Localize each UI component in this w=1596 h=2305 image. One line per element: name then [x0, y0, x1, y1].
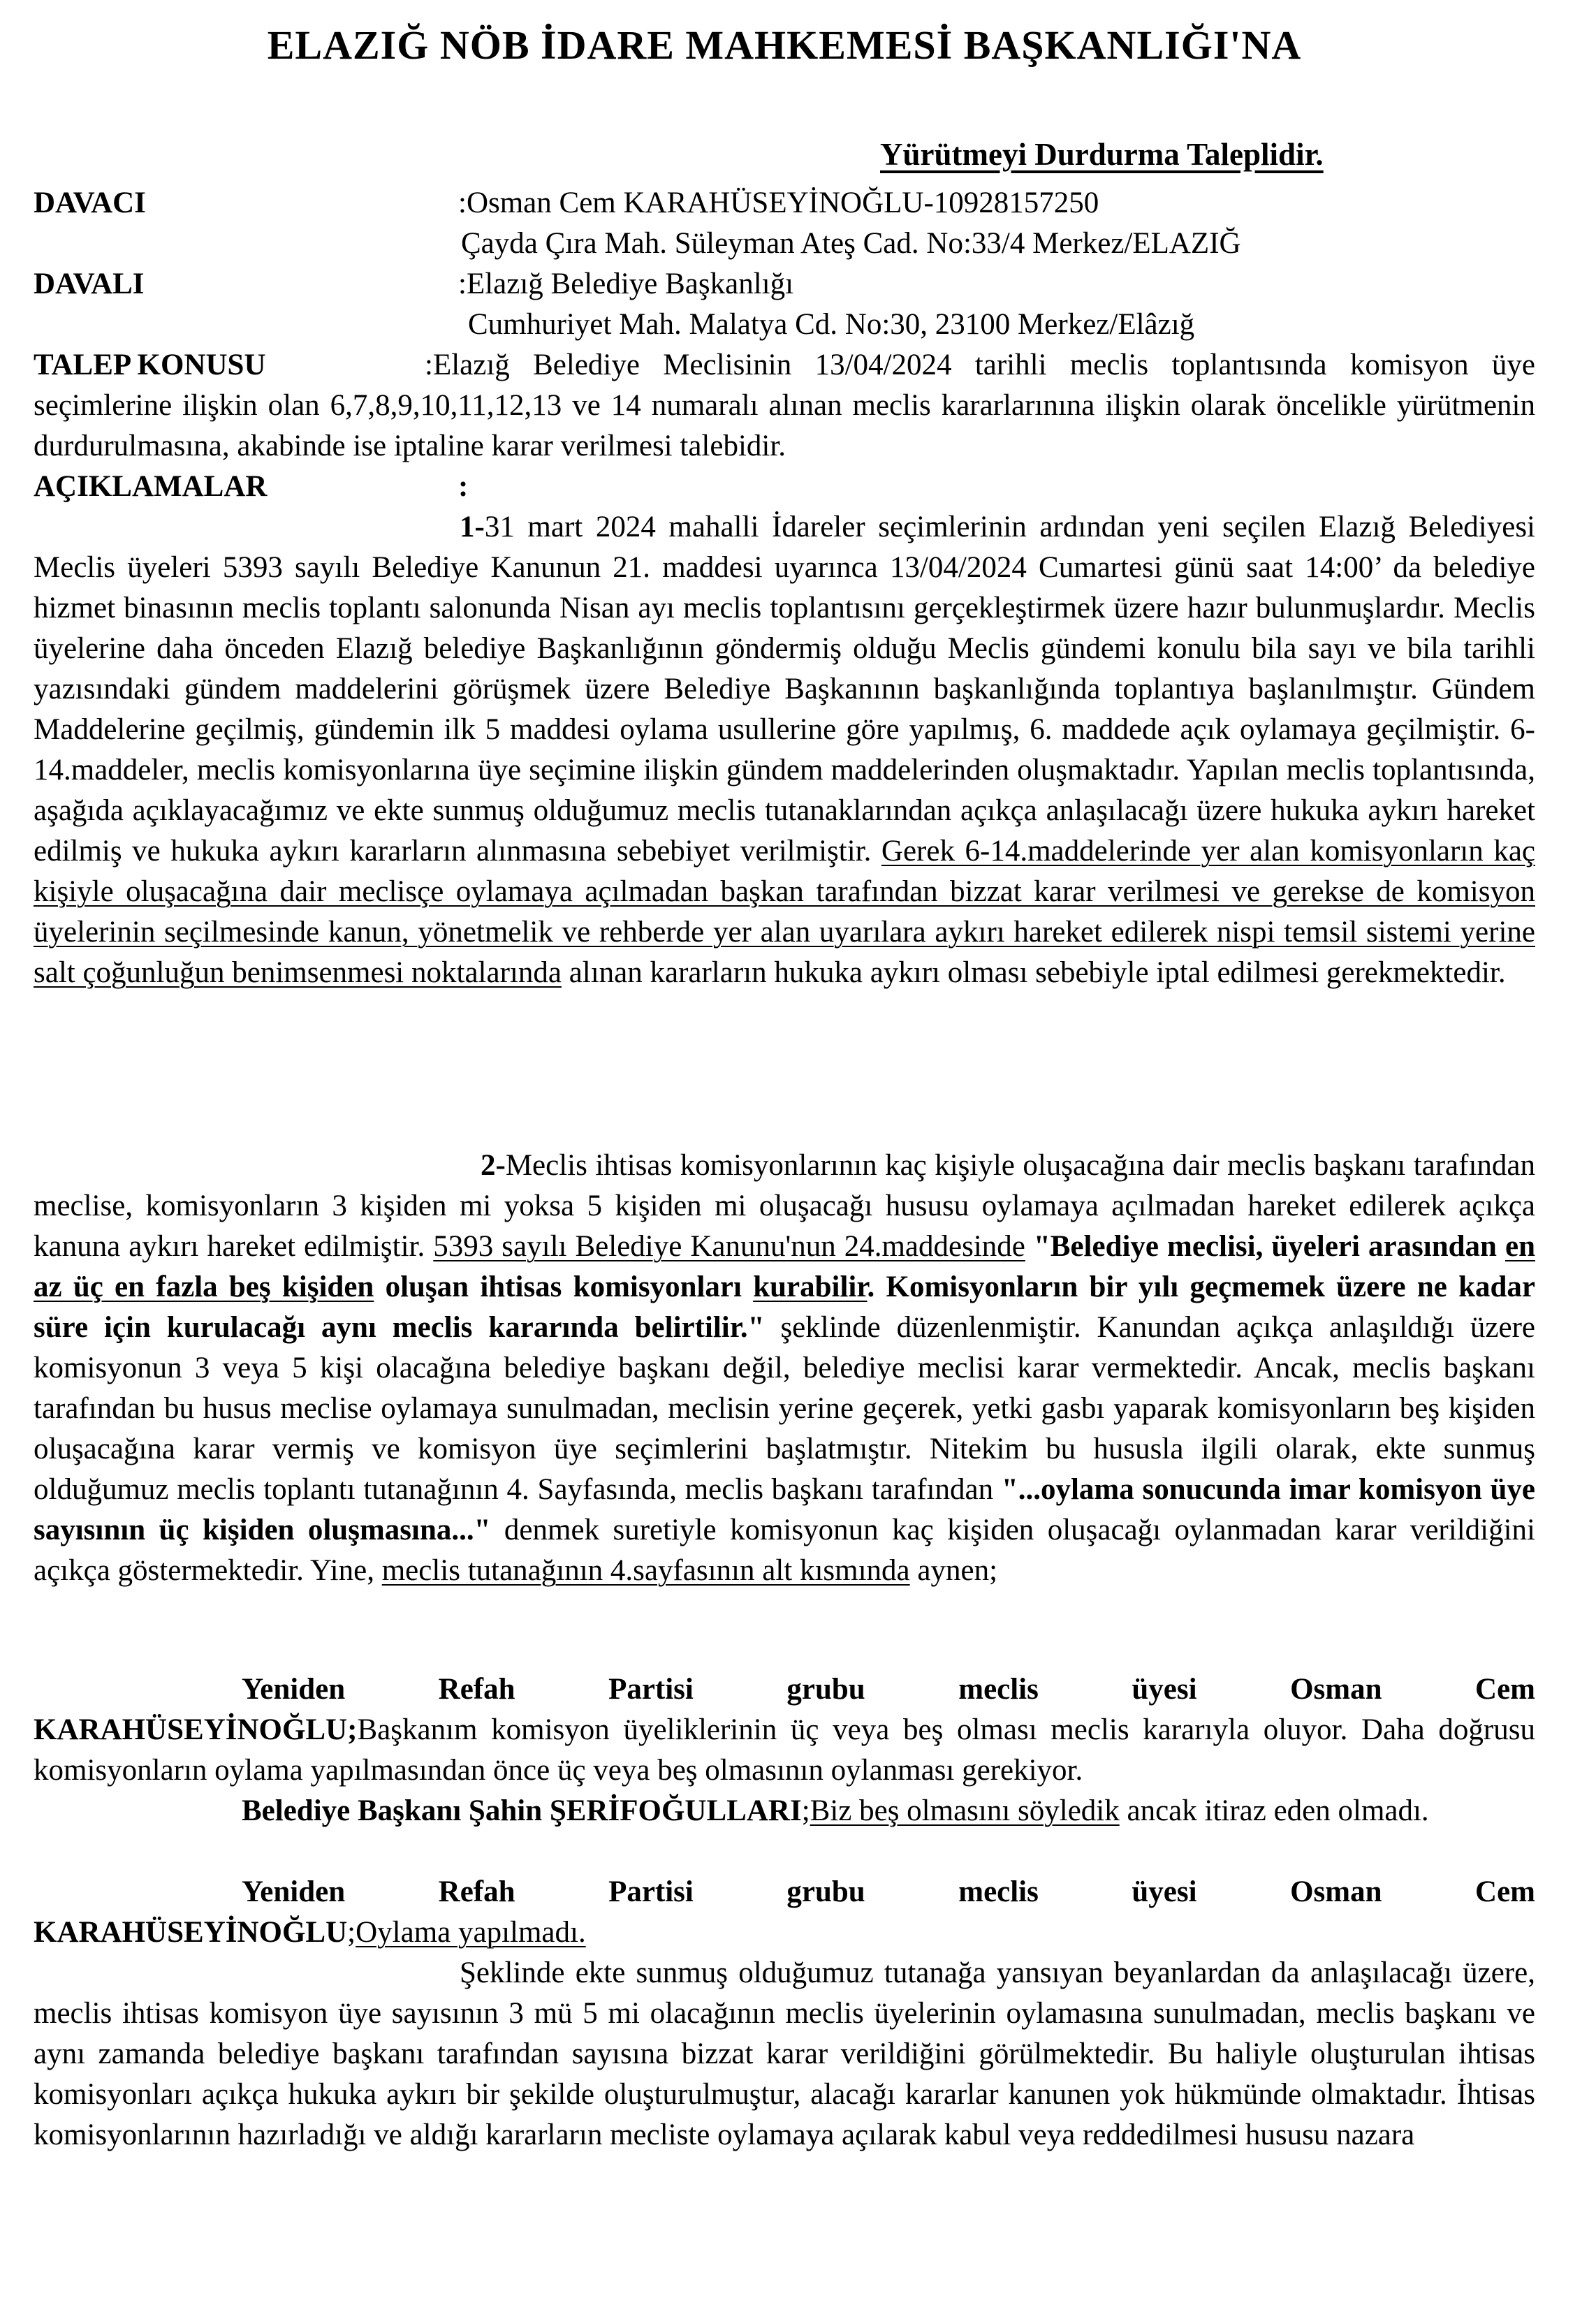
speaker-3-word: Yeniden — [242, 1875, 346, 1908]
speaker-3-word: grubu — [786, 1875, 865, 1908]
dialog-speaker-1 — [34, 1669, 1535, 1710]
dialog-speech-3 — [34, 1912, 1535, 1953]
speaker-1-word: meclis — [958, 1673, 1039, 1706]
dialog-speaker-1-title — [34, 1669, 1535, 1710]
speaker-1-word: Partisi — [608, 1673, 694, 1706]
speech-3-separator: ; — [347, 1916, 356, 1949]
paragraph-2-quote-3: oluşan ihtisas komisyonları — [374, 1271, 754, 1303]
paragraph-1-text-b: alınan kararların hukuka aykırı olması sebebiyle iptal edilmesi gerekmektedir. — [561, 956, 1506, 989]
paragraph-2-quote-6: "...oylama sonucunda imar komisyon üye sayısının üç kişiden oluşmasına..." — [34, 1473, 1535, 1546]
paragraph-1-number: 1- — [460, 511, 485, 543]
paragraph-2 — [34, 1146, 1535, 1591]
plaintiff-address: Çayda Çıra Mah. Süleyman Ateş Cad. No:33/4 Merkez/ELAZIĞ — [461, 227, 1241, 260]
request-subject — [34, 345, 1535, 467]
paragraph-1-text-a: 31 mart 2024 mahalli İdareler seçimlerinin ardından yeni seçilen Elazığ Belediyesi Meclis üyeleri 5393 sayılı Belediye Kanunun 21. maddesi uyarınca 13/04/2024 Cumartesi günü saat 14:00’ da belediye hizmet binasının meclis toplantı salonunda Nisan ayı meclis toplantısını gerçekleştirmek üzere hazır bulunmuşlardır. Meclis üyelerine daha önceden Elazığ belediye Başkanlığının göndermiş olduğu Meclis gündemi konulu bila sayı ve bila tarihli yazısındaki gündem maddelerini görüşmek üzere Belediye Başkanının başkanlığında toplantıya başlanılmıştır. Gündem Maddelerine geçilmiş, gündemin ilk 5 maddesi oylama usullerine göre yapılmış, 6. maddede açık oylamaya geçilmiştir. 6-14.maddeler, meclis komisyonlarına üye seçimine ilişkin gündem maddelerinden oluşmaktadır. Yapılan meclis toplantısında, aşağıda açıklayacağımız ve ekte sunmuş olduğumuz meclis tutanaklarından açıkça anlaşılacağı üzere hukuka aykırı hareket edilmiş ve hukuka aykırı kararların alınmasına sebebiyet verilmiştir. — [34, 511, 1535, 868]
request-subject-label: TALEP KONUSU — [34, 349, 266, 381]
dialog-speaker-3-title — [34, 1872, 1535, 1912]
speaker-1-word: Cem — [1475, 1673, 1535, 1706]
paragraph-2-quote-1: "Belediye meclisi, üyeleri arasından — [1025, 1230, 1505, 1263]
paragraph-2-quote-2: en az üç en fazla beş kişiden — [34, 1230, 1535, 1303]
defendant-address: Cumhuriyet Mah. Malatya Cd. No:30, 23100 Merkez/Elâzığ — [468, 308, 1195, 341]
speech-2-separator: ; — [801, 1794, 810, 1827]
injunction-note: Yürütmeyi Durdurma Taleplidir. — [880, 137, 1324, 172]
document-title: ELAZIĞ NÖB İDARE MAHKEMESİ BAŞKANLIĞI'NA — [267, 22, 1302, 68]
speaker-3-word: Partisi — [608, 1875, 694, 1908]
paragraph-2-number: 2- — [481, 1149, 506, 1182]
paragraph-2-text-b: şeklinde düzenlenmiştir. Kanundan açıkça anlaşıldığı üzere komisyonun 3 veya 5 kişi olacağına belediye başkanı değil, belediye meclisi karar vermektedir. Ancak, meclis başkanı tarafından bu husus meclise oylamaya sunulmadan, meclisin yerine geçerek, yetki gasbı yaparak komisyonların beş kişiden oluşacağına karar vermiş ve komisyon üye seçimlerini başlatmıştır. Nitekim bu hususla ilgili olarak, ekte sunmuş olduğumuz meclis toplantı tutanağının 4. Sayfasında, meclis başkanı tarafından — [34, 1311, 1535, 1506]
plaintiff-label: DAVACI — [34, 186, 146, 219]
paragraph-2-quote-5: . Komisyonların bir yılı geçmemek üzere ne kadar süre için kurulacağı aynı meclis kararında belirtilir." — [34, 1271, 1535, 1344]
explanations-label: AÇIKLAMALAR — [34, 470, 268, 503]
paragraph-1-underlined: Gerek 6-14.maddelerinde yer alan komisyonların kaç kişiyle oluşacağına dair meclisçe oylamaya açılmadan başkan tarafından bizzat karar verilmesi ve gerekse de komisyon üyelerinin seçilmesinde kanun, yönetmelik ve rehberde yer alan uyarılara aykırı hareket edilerek nispi temsil sistemi yerine salt çoğunluğun benimsenmesi noktalarında — [34, 835, 1535, 989]
paragraph-2-quote-4: kurabilir — [753, 1271, 867, 1303]
request-subject-text: :Elazığ Belediye Meclisinin 13/04/2024 tarihli meclis toplantısında komisyon üye seçimlerine ilişkin olan 6,7,8,9,10,11,12,13 ve 14 numaralı alınan meclis kararlarınına ilişkin olarak öncelikle yürütmenin durdurulmasına, akabinde ise iptaline karar verilmesi talebidir. — [34, 349, 1535, 462]
dialog-speech-1 — [34, 1710, 1535, 1791]
speech-2-underlined: Biz beş olmasını söyledik — [810, 1794, 1120, 1827]
speaker-1-word: Refah — [438, 1673, 515, 1706]
speaker-1-word: grubu — [786, 1673, 865, 1706]
paragraph-1 — [34, 507, 1535, 993]
paragraph-2-law-reference: 5393 sayılı Belediye Kanunu'nun 24.maddesinde — [433, 1230, 1025, 1263]
paragraph-3-text: Şeklinde ekte sunmuş olduğumuz tutanağa yansıyan beyanlardan da anlaşılacağı üzere, meclis ihtisas komisyon üye sayısının 3 mü 5 mi olacağının meclis üyelerinin oylamasına sunulmadan, meclis başkanı ve aynı zamanda belediye başkanı tarafından sayısına bizzat karar verildiğini görülmektedir. Bu haliyle oluşturulan ihtisas komisyonları açıkça hukuka aykırı bir şekilde oluşturulmuştur, alacağı kararlar kanunen yok hükmünde olmaktadır. İhtisas komisyonlarının hazırladığı ve aldığı kararların mecliste oylamaya açılarak kabul veya reddedilmesi hususu nazara — [34, 1956, 1535, 2151]
paragraph-2-text-c: denmek suretiyle komisyonun kaç kişiden oluşacağı oylanmadan karar verildiğini açıkça göstermektedir. Yine, — [34, 1514, 1535, 1587]
paragraph-2-text-a: Meclis ihtisas komisyonlarının kaç kişiyle oluşacağına dair meclis başkanı tarafından meclise, komisyonların 3 kişiden mi yoksa 5 kişiden mi oluşacağı hususu oylamaya açılmadan hareket edilerek açıkça kanuna aykırı hareket edilmiştir. — [34, 1149, 1535, 1263]
dialog-speech-2 — [34, 1791, 1535, 1831]
paragraph-2-text-d: aynen; — [909, 1554, 998, 1587]
speaker-1-word: Osman — [1290, 1673, 1382, 1706]
speaker-3-word: meclis — [958, 1875, 1039, 1908]
speaker-1-word: üyesi — [1132, 1673, 1197, 1706]
speaker-1-word: Yeniden — [242, 1673, 346, 1706]
speech-2-text: ancak itiraz eden olmadı. — [1119, 1794, 1429, 1827]
dialog-speaker-3 — [34, 1872, 1535, 1912]
speaker-3-word: Refah — [438, 1875, 515, 1908]
defendant-label: DAVALI — [34, 268, 145, 300]
speaker-3-word: Osman — [1290, 1875, 1382, 1908]
paragraph-2-minutes-reference: meclis tutanağının 4.sayfasının alt kısmında — [381, 1554, 910, 1587]
explanations-colon: : — [458, 470, 469, 503]
speaker-3-word: Cem — [1475, 1875, 1535, 1908]
paragraph-3 — [34, 1953, 1535, 2156]
speech-1-text: Başkanım komisyon üyeliklerinin üç veya beş olması meclis kararıyla oluyor. Daha doğrusu komisyonların oylama yapılmasından önce üç veya beş olmasının oylanması gerekiyor. — [34, 1713, 1535, 1787]
defendant-name: :Elazığ Belediye Başkanlığı — [458, 268, 794, 300]
plaintiff-name: :Osman Cem KARAHÜSEYİNOĞLU-10928157250 — [458, 186, 1099, 219]
speech-3-underlined: Oylama yapılmadı. — [356, 1916, 586, 1949]
speaker-2-name: Belediye Başkanı Şahin ŞERİFOĞULLARI — [242, 1794, 802, 1827]
speaker-3-name: KARAHÜSEYİNOĞLU — [34, 1916, 348, 1949]
speaker-1-name: KARAHÜSEYİNOĞLU; — [34, 1713, 358, 1746]
speaker-3-word: üyesi — [1132, 1875, 1197, 1908]
